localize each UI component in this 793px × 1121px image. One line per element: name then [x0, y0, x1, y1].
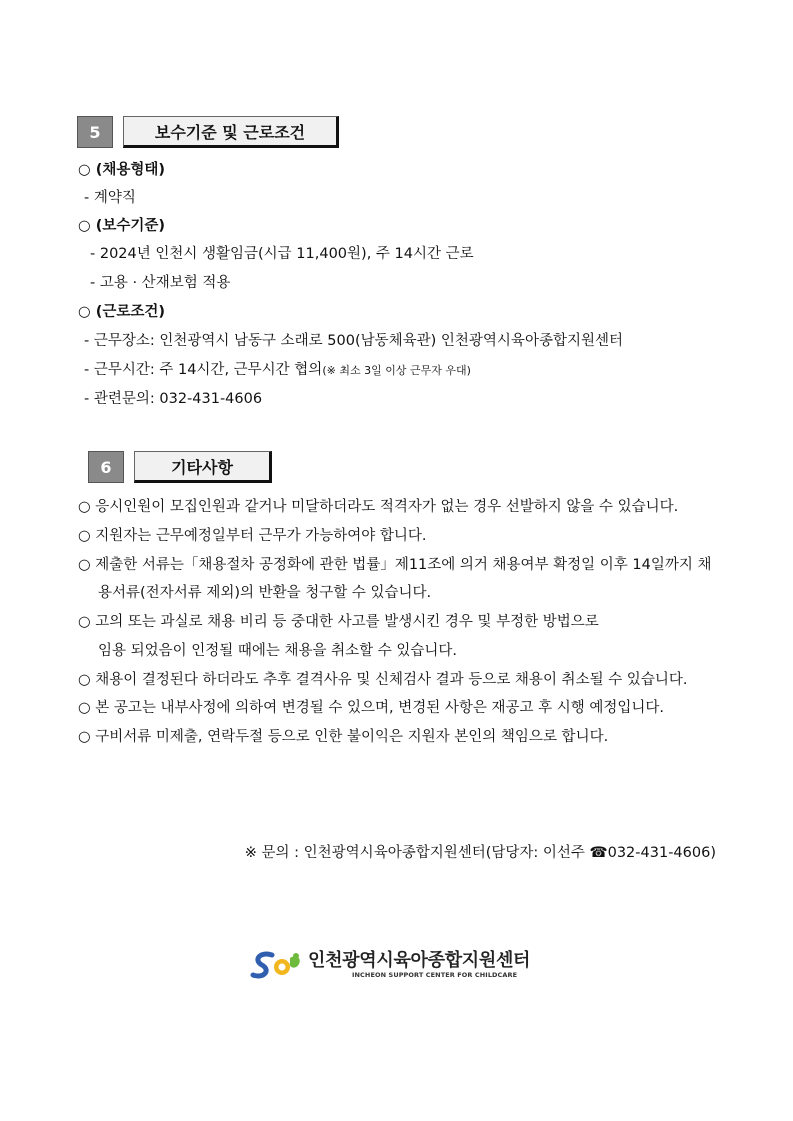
logo-icon [250, 948, 304, 982]
work-time [84, 360, 471, 381]
notice-item: ○ 응시인원이 모집인원과 같거나 미달하더라도 적격자가 없는 경우 선발하지 않을 수 있습니다. [78, 499, 679, 515]
section-5-header [77, 116, 339, 148]
section-number: 5 [77, 116, 113, 148]
pay-item: - 고용 · 산재보험 적용 [90, 275, 231, 291]
notice-item: ○ 본 공고는 내부사정에 의하여 변경될 수 있으며, 변경된 사항은 재공고 후 시행 예정입니다. [78, 700, 665, 716]
notice-item: ○ 지원자는 근무예정일부터 근무가 가능하여야 합니다. [78, 528, 427, 544]
section-title: 보수기준 및 근로조건 [123, 116, 339, 148]
section-number: 6 [88, 451, 124, 483]
center-logo [250, 948, 530, 982]
pay-heading: ○ (보수기준) [78, 218, 165, 234]
notice-item-continuation: 임용 되었음이 인정될 때에는 채용을 취소할 수 있습니다. [98, 643, 458, 659]
notice-item: ○ 구비서류 미제출, 연락두절 등으로 인한 불이익은 지원자 본인의 책임으로 합니다. [78, 729, 609, 745]
contact-line: ※ 문의 : 인천광역시육아종합지원센터(담당자: 이선주 ☎032-431-4606) [244, 845, 716, 861]
logo-name: 인천광역시육아종합지원센터 [308, 950, 531, 971]
notice-item: ○ 고의 또는 과실로 채용 비리 등 중대한 사고를 발생시킨 경우 및 부정한 방법으로 [78, 614, 599, 630]
section-6-header [88, 451, 272, 483]
pay-item: - 2024년 인천시 생활임금(시급 11,400원), 주 14시간 근로 [90, 246, 474, 262]
employment-heading: ○ (채용형태) [78, 162, 165, 178]
notice-item: ○ 채용이 결정된다 하더라도 추후 결격사유 및 신체검사 결과 등으로 채용이 취소될 수 있습니다. [78, 672, 688, 688]
work-place: - 근무장소: 인천광역시 남동구 소래로 500(남동체육관) 인천광역시육아종합지원센터 [84, 333, 623, 349]
work-heading: ○ (근로조건) [78, 304, 165, 320]
inquiry: - 관련문의: 032-431-4606 [84, 391, 263, 407]
logo-english: INCHEON SUPPORT CENTER FOR CHILDCARE [352, 971, 518, 979]
work-time-note: (※ 최소 3일 이상 근무자 우대) [322, 364, 471, 377]
notice-item: ○ 제출한 서류는「채용절차 공정화에 관한 법률」제11조에 의거 채용여부 확정일 이후 14일까지 채 [78, 557, 712, 573]
employment-type: - 계약직 [84, 190, 136, 206]
work-time-text: - 근무시간: 주 14시간, 근무시간 협의 [84, 362, 323, 378]
notice-item-continuation: 용서류(전자서류 제외)의 반환을 청구할 수 있습니다. [98, 585, 432, 601]
section-title: 기타사항 [134, 451, 272, 483]
